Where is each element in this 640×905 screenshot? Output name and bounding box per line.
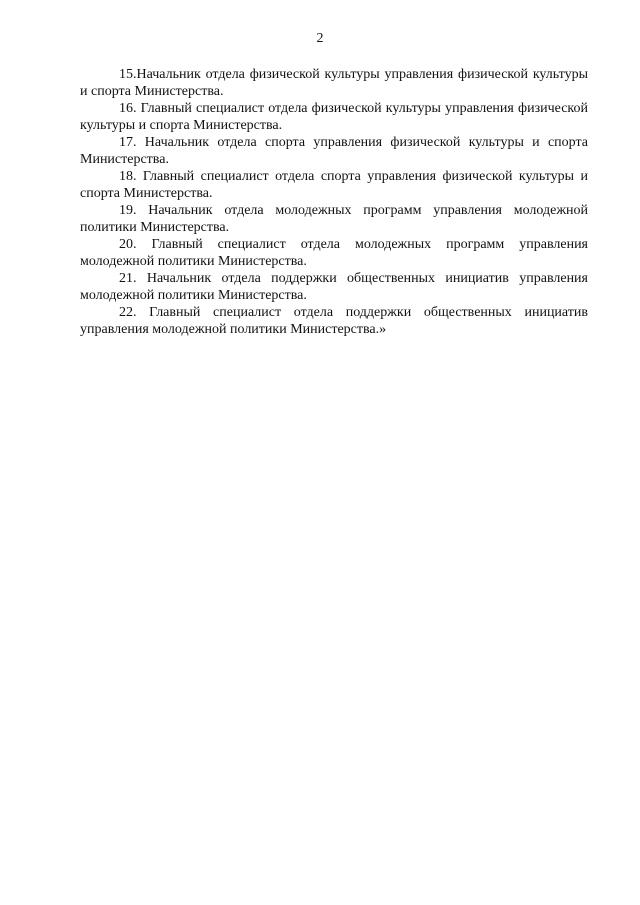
list-item-18: 18. Главный специалист отдела спорта управления физической культуры и спорта Министерства. bbox=[80, 169, 588, 201]
list-item-22: 22. Главный специалист отдела поддержки общественных инициатив управления молодежной политики Министерства.» bbox=[80, 305, 588, 337]
list-item-19: 19. Начальник отдела молодежных программ управления молодежной политики Министерства. bbox=[80, 203, 588, 235]
list-item-17: 17. Начальник отдела спорта управления физической культуры и спорта Министерства. bbox=[80, 135, 588, 167]
page-number: 2 bbox=[316, 31, 324, 46]
list-item-15: 15.Начальник отдела физической культуры управления физической культуры и спорта Министерства. bbox=[80, 67, 588, 99]
list-item-20: 20. Главный специалист отдела молодежных программ управления молодежной политики Министерства. bbox=[80, 237, 588, 269]
list-item-16: 16. Главный специалист отдела физической культуры управления физической культуры и спорта Министерства. bbox=[80, 101, 588, 133]
list-item-21: 21. Начальник отдела поддержки общественных инициатив управления молодежной политики Министерства. bbox=[80, 271, 588, 303]
document-body bbox=[80, 66, 588, 338]
